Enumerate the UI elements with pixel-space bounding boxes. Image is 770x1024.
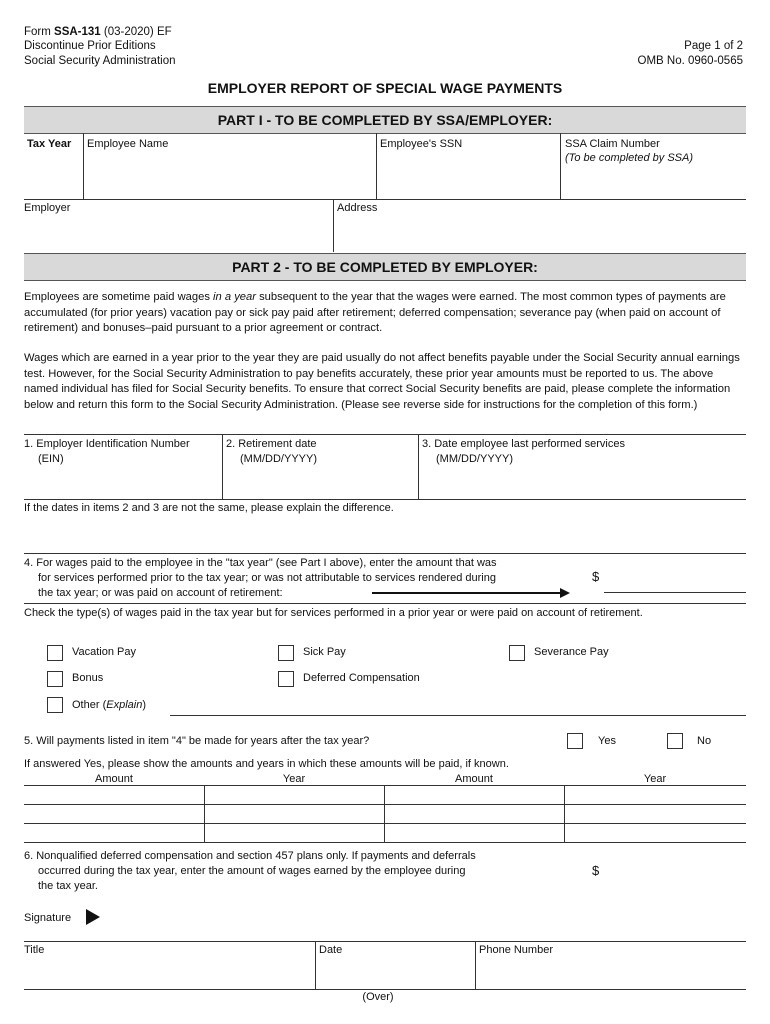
sick-pay-label: Sick Pay (303, 646, 346, 658)
deferred-compensation-label: Deferred Compensation (303, 672, 420, 684)
column-header-year-1: Year (204, 772, 384, 786)
item5-label: 5. Will payments listed in item "4" be made for years after the tax year? (24, 735, 370, 747)
date-label: Date (319, 944, 343, 956)
ein-field[interactable] (27, 469, 221, 497)
intro-paragraph-2: Wages which are earned in a year prior to the year they are paid usually do not affect benefits payable under the Social Security annual earnings test. However, for the Social Security Administration to pay benefits accurately, these prior year amounts must be reported to us. The above named individual has filed for Social Security benefits. To ensure that correct Social Security benefits are paid, please complete the information below and return this form to the Social Security Administration. (Please see reverse side for instructions for the completion of this form.) (24, 352, 740, 411)
amount-cell[interactable] (384, 786, 564, 805)
no-label: No (697, 735, 712, 747)
page-title: EMPLOYER REPORT OF SPECIAL WAGE PAYMENTS (207, 80, 563, 96)
other-explain-field[interactable] (170, 697, 748, 716)
employee-name-field[interactable] (87, 165, 376, 195)
table-row (24, 805, 746, 824)
employer-field[interactable] (24, 218, 333, 250)
future-payments-table (24, 772, 746, 843)
year-cell[interactable] (204, 824, 384, 843)
item6-dollar-sign: $ (592, 863, 600, 878)
part2-heading: PART 2 - TO BE COMPLETED BY EMPLOYER: (24, 253, 746, 281)
over-note: (Over) (362, 991, 394, 1003)
last-service-date-field[interactable] (422, 469, 746, 497)
if-yes-label: If answered Yes, please show the amounts and years in which these amounts will be paid, if known. (24, 758, 509, 770)
item6-amount-field[interactable] (604, 864, 748, 886)
vacation-pay-label: Vacation Pay (72, 646, 137, 658)
amount-cell[interactable] (24, 805, 204, 824)
employee-ssn-label: Employee's SSN (380, 138, 463, 150)
phone-label: Phone Number (479, 944, 553, 956)
title-label: Title (24, 944, 45, 956)
phone-field[interactable] (479, 960, 748, 988)
amount-cell[interactable] (24, 824, 204, 843)
intro-paragraph-1: Employees are sometime paid wages in a year subsequent to the year that the wages were earned. The most common types of payments are accumulated (for prior years) vacation pay or sick pay paid after retirement; deferred compensation; severance pay (when paid on account of retirement) and bonuses–paid pursuant to a prior agreement or contract. (24, 291, 726, 334)
item6-line2: occurred during the tax year, enter the amount of wages earned by the employee during (38, 865, 466, 877)
yes-label: Yes (598, 735, 616, 747)
no-checkbox[interactable] (667, 733, 683, 749)
page-number: Page 1 of 2 (684, 40, 743, 52)
table-row (24, 824, 746, 843)
claim-number-field[interactable] (565, 165, 747, 195)
item4-line3: the tax year; or was paid on account of retirement: (38, 587, 283, 599)
date-field[interactable] (319, 960, 475, 988)
signature-field[interactable] (108, 907, 748, 931)
year-cell[interactable] (564, 824, 746, 843)
employee-ssn-field[interactable] (380, 165, 559, 195)
year-cell[interactable] (204, 805, 384, 824)
signature-arrow-icon (85, 908, 101, 926)
ein-sublabel: (EIN) (38, 453, 64, 465)
tax-year-field[interactable] (27, 165, 83, 195)
dates-explain-label: If the dates in items 2 and 3 are not the same, please explain the difference. (24, 502, 394, 514)
omb-number: OMB No. 0960-0565 (637, 55, 743, 67)
yes-checkbox[interactable] (567, 733, 583, 749)
year-cell[interactable] (564, 786, 746, 805)
other-label: Other (Explain) (72, 699, 146, 711)
deferred-compensation-checkbox[interactable] (278, 671, 294, 687)
severance-pay-label: Severance Pay (534, 646, 609, 658)
other-checkbox[interactable] (47, 697, 63, 713)
year-cell[interactable] (564, 805, 746, 824)
dates-explain-field[interactable] (24, 518, 748, 552)
address-field[interactable] (337, 218, 746, 250)
amount-cell[interactable] (384, 805, 564, 824)
amount-cell[interactable] (384, 824, 564, 843)
item6-line1: 6. Nonqualified deferred compensation and section 457 plans only. If payments and deferrals (24, 850, 476, 862)
column-header-amount-2: Amount (384, 772, 564, 786)
claim-number-label: SSA Claim Number (565, 138, 660, 150)
table-row (24, 786, 746, 805)
column-header-amount-1: Amount (24, 772, 204, 786)
bonus-label: Bonus (72, 672, 104, 684)
discontinue-note: Discontinue Prior Editions (24, 40, 156, 52)
address-label: Address (337, 202, 378, 214)
item6-line3: the tax year. (38, 880, 98, 892)
signature-label: Signature (24, 912, 72, 924)
employer-label: Employer (24, 202, 71, 214)
column-header-year-2: Year (564, 772, 746, 786)
severance-pay-checkbox[interactable] (509, 645, 525, 661)
title-field[interactable] (24, 960, 315, 988)
form-number: Form SSA-131 (03-2020) EF (24, 26, 172, 38)
check-types-label: Check the type(s) of wages paid in the tax year but for services performed in a prior year or were paid on account of retirement. (24, 607, 643, 619)
sick-pay-checkbox[interactable] (278, 645, 294, 661)
employee-name-label: Employee Name (87, 138, 169, 150)
bonus-checkbox[interactable] (47, 671, 63, 687)
retirement-date-format: (MM/DD/YYYY) (240, 453, 317, 465)
last-service-date-format: (MM/DD/YYYY) (436, 453, 513, 465)
year-cell[interactable] (204, 786, 384, 805)
tax-year-label: Tax Year (27, 138, 72, 150)
item4-line1: 4. For wages paid to the employee in the "tax year" (see Part I above), enter the amount that was (24, 557, 497, 569)
part1-heading: PART I - TO BE COMPLETED BY SSA/EMPLOYER: (24, 106, 746, 134)
agency-name: Social Security Administration (24, 55, 176, 67)
item4-dollar-sign: $ (592, 569, 600, 584)
retirement-date-label: 2. Retirement date (226, 438, 317, 450)
last-service-date-label: 3. Date employee last performed services (422, 438, 625, 450)
item4-line2: for services performed prior to the tax year; or was not attributable to services rendered during (38, 572, 496, 584)
retirement-date-field[interactable] (226, 469, 418, 497)
item4-amount-field[interactable] (604, 570, 748, 592)
ein-label: 1. Employer Identification Number (24, 438, 190, 450)
amount-cell[interactable] (24, 786, 204, 805)
vacation-pay-checkbox[interactable] (47, 645, 63, 661)
arrow-right-icon (372, 587, 572, 599)
claim-number-note: (To be completed by SSA) (565, 152, 693, 164)
